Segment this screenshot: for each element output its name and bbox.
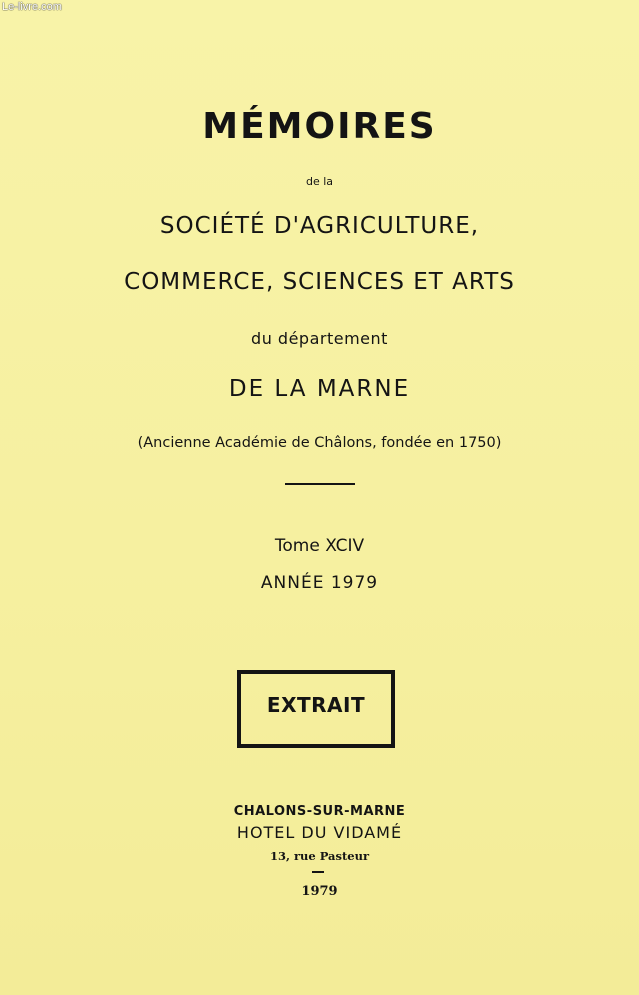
region-name: DE LA MARNE — [228, 376, 411, 402]
year-label: ANNÉE 1979 — [260, 573, 379, 593]
divider-rule — [285, 483, 355, 485]
de-la-text: de la — [305, 175, 334, 188]
extrait-box — [237, 670, 395, 748]
former-academy-note: (Ancienne Académie de Châlons, fondée en 1750) — [137, 435, 502, 451]
watermark-logo: Le-livre.com — [2, 1, 62, 13]
tome-number: Tome XCIV — [274, 536, 365, 556]
publisher-city: CHALONS-SUR-MARNE — [233, 804, 406, 819]
publisher-address: 13, rue Pasteur — [269, 849, 370, 863]
small-dash — [312, 871, 324, 873]
cover-title: MÉMOIRES — [202, 106, 437, 147]
publication-year: 1979 — [301, 884, 338, 899]
society-name-line1: SOCIÉTÉ D'AGRICULTURE, — [159, 213, 480, 239]
society-name-line2: COMMERCE, SCIENCES ET ARTS — [124, 269, 515, 295]
extrait-label: EXTRAIT — [266, 693, 366, 717]
publisher-name: HOTEL DU VIDAMÉ — [236, 823, 403, 842]
departement-text: du département — [251, 329, 388, 348]
